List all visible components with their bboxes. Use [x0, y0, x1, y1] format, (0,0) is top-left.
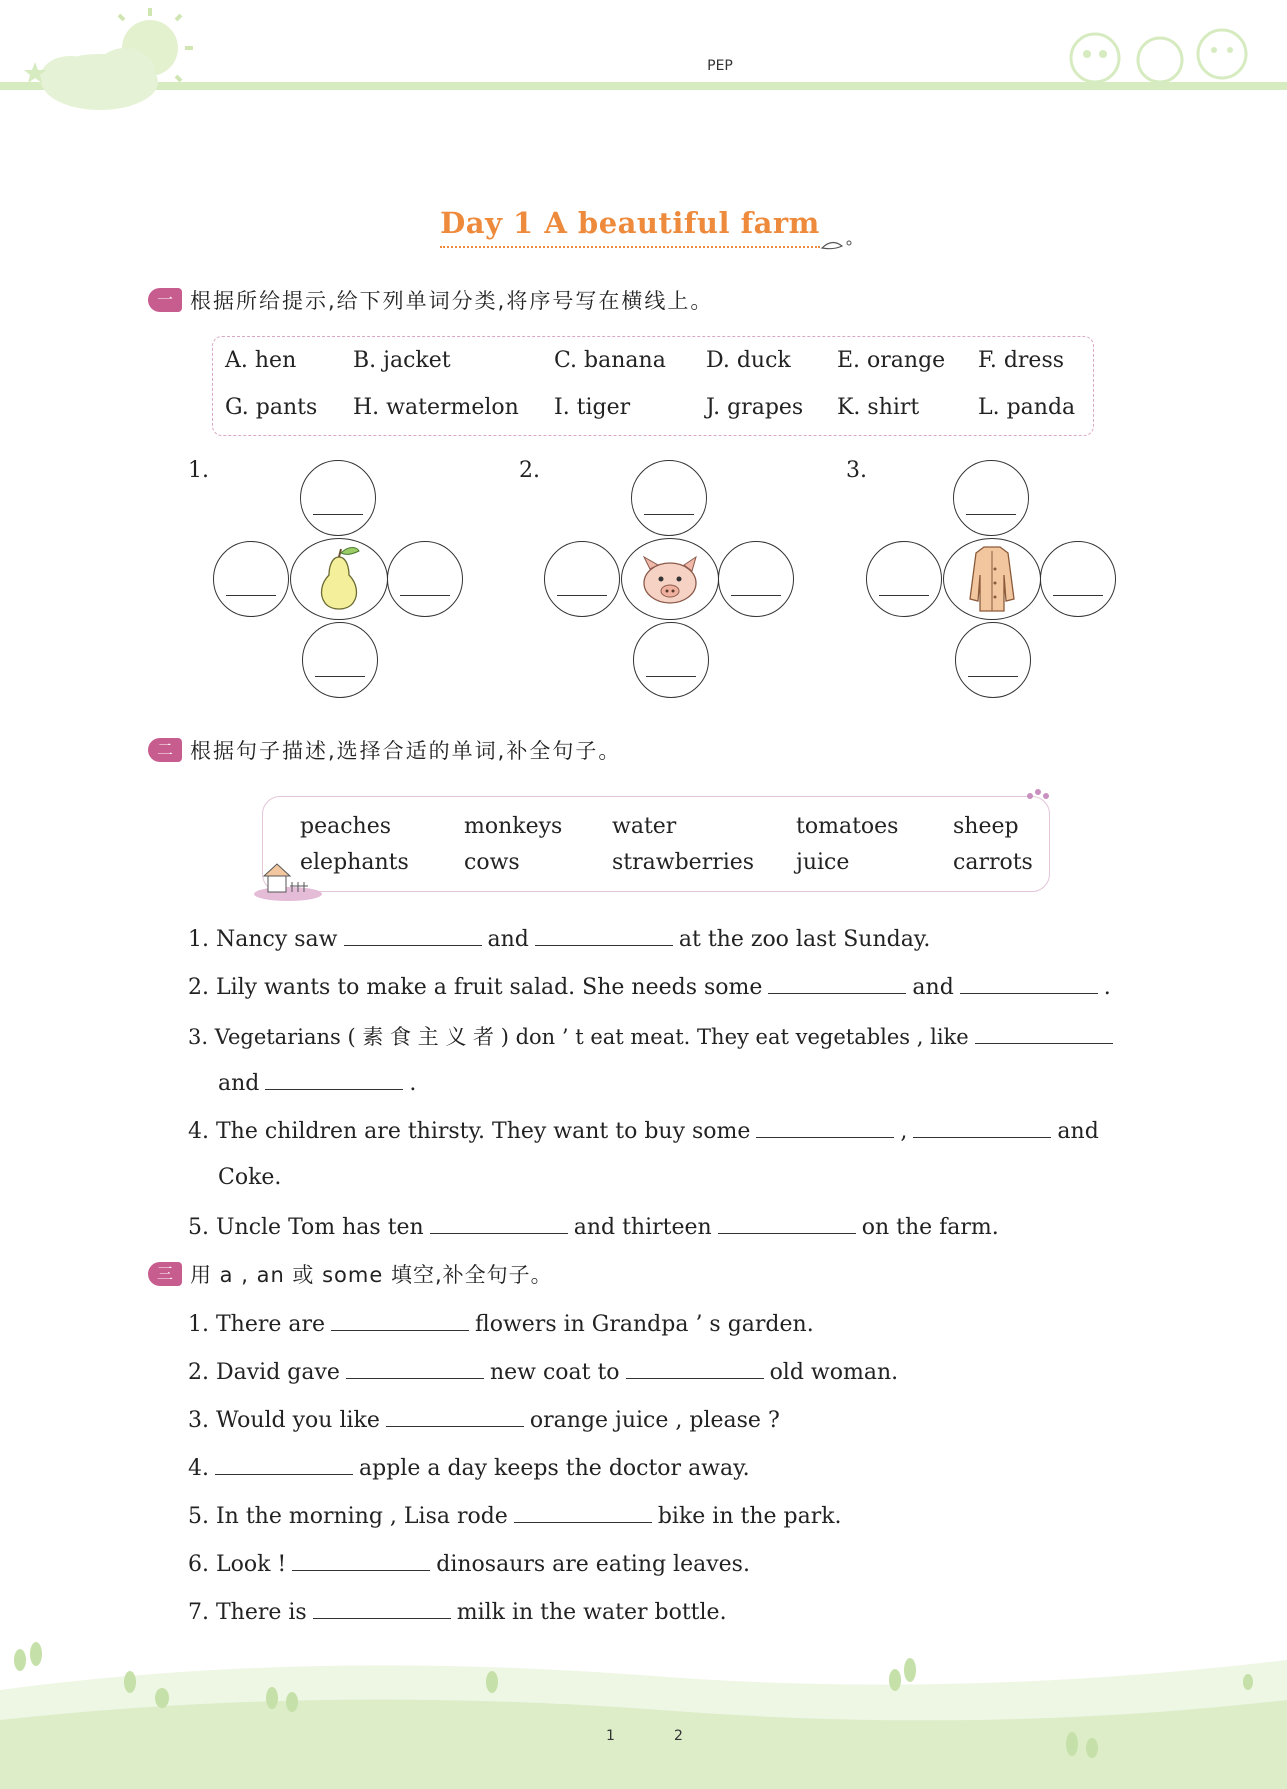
- sentence-2-4: 4. The children are thirsty. They want to buy some , and: [188, 1119, 1099, 1144]
- answer-blank[interactable]: [346, 1358, 484, 1379]
- sun-cloud-decoration: [0, 0, 200, 115]
- word-option: E. orange: [837, 348, 946, 373]
- sentence-3-2: 2. David gave new coat to old woman.: [188, 1360, 899, 1385]
- word-option: C. banana: [554, 348, 666, 373]
- answer-circle[interactable]: [302, 622, 378, 698]
- answer-circle[interactable]: [1040, 541, 1116, 617]
- section-1-badge: 一: [148, 288, 182, 312]
- sentence-3-1: 1. There are flowers in Grandpa ’ s garden.: [188, 1312, 814, 1337]
- answer-blank[interactable]: [430, 1213, 568, 1234]
- sentence-3-5: 5. In the morning , Lisa rode bike in the park.: [188, 1504, 842, 1529]
- bird-icon: [818, 234, 854, 258]
- pear-icon: [291, 539, 387, 619]
- flower-decoration: [1024, 784, 1054, 804]
- word-option: K. shirt: [837, 395, 920, 420]
- answer-blank[interactable]: [535, 925, 673, 946]
- sentence-3-6: 6. Look ! dinosaurs are eating leaves.: [188, 1552, 750, 1577]
- word-option: strawberries: [612, 850, 755, 875]
- answer-blank[interactable]: [514, 1502, 652, 1523]
- section-2-instruction: 根据句子描述,选择合适的单词,补全句子。: [190, 739, 622, 763]
- word-option: juice: [796, 850, 850, 875]
- center-picture-circle: [621, 538, 719, 620]
- animals-decoration: [1060, 20, 1260, 85]
- answer-blank[interactable]: [331, 1310, 469, 1331]
- answer-blank[interactable]: [626, 1358, 764, 1379]
- pig-icon: [622, 539, 718, 619]
- section-3-badge: 三: [148, 1262, 182, 1286]
- page-title: Day 1 A beautiful farm: [440, 206, 820, 240]
- word-option: G. pants: [225, 395, 318, 420]
- section-1-instruction: 根据所给提示,给下列单词分类,将序号写在横线上。: [190, 289, 714, 313]
- answer-blank[interactable]: [756, 1117, 894, 1138]
- answer-blank[interactable]: [344, 925, 482, 946]
- answer-blank[interactable]: [975, 1023, 1113, 1044]
- answer-circle[interactable]: [718, 541, 794, 617]
- word-option: F. dress: [978, 348, 1065, 373]
- answer-circle[interactable]: [213, 541, 289, 617]
- word-option: A. hen: [225, 348, 297, 373]
- word-option: water: [612, 814, 677, 839]
- section-2-badge: 二: [148, 738, 182, 762]
- sentence-2-3-cont: and .: [218, 1071, 417, 1096]
- coat-icon: [944, 539, 1040, 619]
- answer-circle[interactable]: [387, 541, 463, 617]
- word-option: peaches: [300, 814, 392, 839]
- answer-circle[interactable]: [544, 541, 620, 617]
- section-3-instruction: 用 a , an 或 some 填空,补全句子。: [190, 1263, 553, 1287]
- word-option: L. panda: [978, 395, 1076, 420]
- section-3-heading: [148, 1258, 553, 1290]
- header-code: PEP: [707, 58, 733, 74]
- center-picture-circle: [943, 538, 1041, 620]
- word-option: sheep: [953, 814, 1019, 839]
- word-option: D. duck: [706, 348, 791, 373]
- word-option: cows: [464, 850, 520, 875]
- sentence-3-4: 4. apple a day keeps the doctor away.: [188, 1456, 750, 1481]
- sentence-2-3: 3. Vegetarians ( 素 食 主 义 者 ) don ’ t eat meat. They eat vegetables , like: [188, 1021, 1119, 1051]
- answer-circle[interactable]: [955, 622, 1031, 698]
- group-number: 2.: [519, 458, 540, 483]
- sentence-3-7: 7. There is milk in the water bottle.: [188, 1600, 727, 1625]
- answer-circle[interactable]: [866, 541, 942, 617]
- answer-circle[interactable]: [953, 460, 1029, 536]
- page-number-right: 2: [674, 1728, 683, 1744]
- section-2-heading: [148, 734, 621, 766]
- word-option: tomatoes: [796, 814, 899, 839]
- page-number-left: 1: [606, 1728, 615, 1744]
- answer-blank[interactable]: [215, 1454, 353, 1475]
- hills-decoration: [0, 1630, 1287, 1789]
- sentence-2-2: 2. Lily wants to make a fruit salad. She needs some and .: [188, 975, 1111, 1000]
- sentence-3-3: 3. Would you like orange juice , please ?: [188, 1408, 780, 1433]
- word-option: carrots: [953, 850, 1033, 875]
- answer-circle[interactable]: [631, 460, 707, 536]
- group-number: 1.: [188, 458, 209, 483]
- group-number: 3.: [846, 458, 867, 483]
- word-option: I. tiger: [554, 395, 631, 420]
- answer-blank[interactable]: [718, 1213, 856, 1234]
- answer-circle[interactable]: [633, 622, 709, 698]
- answer-blank[interactable]: [313, 1598, 451, 1619]
- center-picture-circle: [290, 538, 388, 620]
- answer-blank[interactable]: [386, 1406, 524, 1427]
- answer-blank[interactable]: [292, 1550, 430, 1571]
- title-underline: [440, 246, 820, 248]
- answer-blank[interactable]: [265, 1069, 403, 1090]
- sentence-2-5: 5. Uncle Tom has ten and thirteen on the farm.: [188, 1215, 999, 1240]
- word-option: monkeys: [464, 814, 563, 839]
- section-1-heading: [148, 284, 713, 316]
- sentence-2-1: 1. Nancy saw and at the zoo last Sunday.: [188, 927, 931, 952]
- word-option: elephants: [300, 850, 409, 875]
- word-option: J. grapes: [706, 395, 804, 420]
- word-bank-2: [262, 796, 1050, 892]
- answer-blank[interactable]: [913, 1117, 1051, 1138]
- word-option: H. watermelon: [353, 395, 519, 420]
- answer-blank[interactable]: [768, 973, 906, 994]
- answer-circle[interactable]: [300, 460, 376, 536]
- answer-blank[interactable]: [960, 973, 1098, 994]
- word-option: B. jacket: [353, 348, 451, 373]
- sentence-2-4-cont: Coke.: [218, 1165, 282, 1190]
